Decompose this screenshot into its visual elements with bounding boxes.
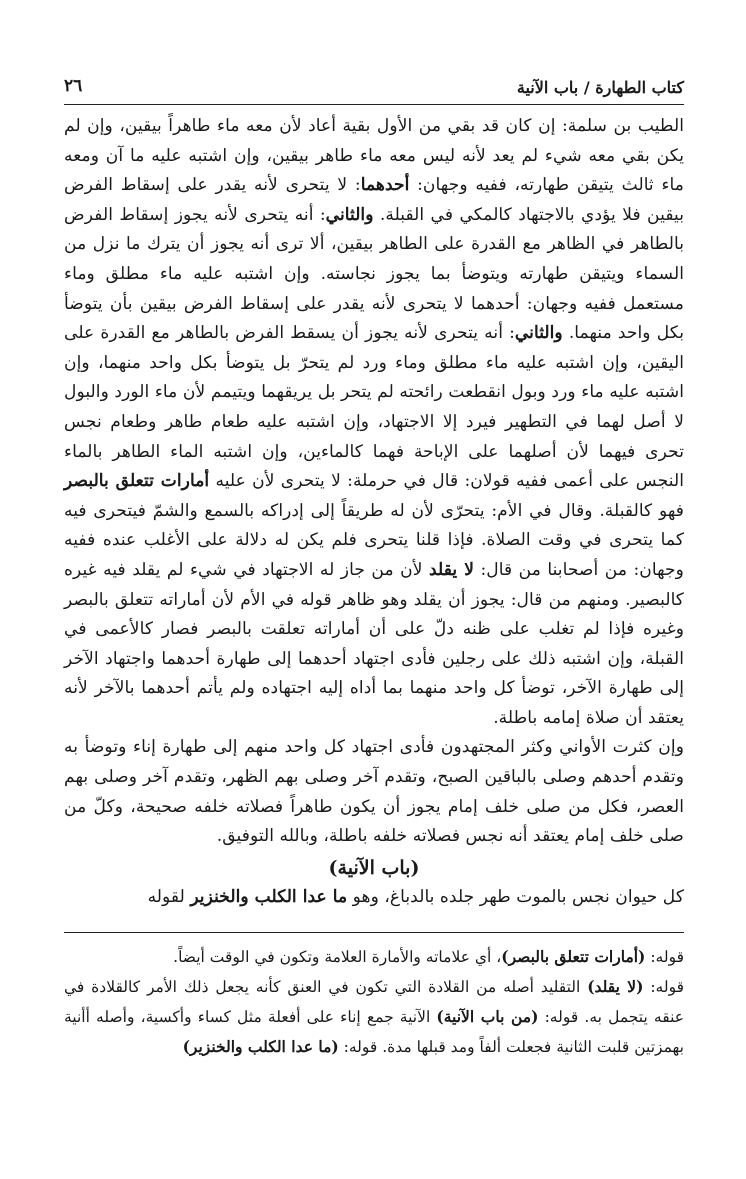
running-title: كتاب الطهارة / باب الآنية xyxy=(516,78,684,97)
header-divider xyxy=(64,104,684,105)
main-text xyxy=(64,112,684,913)
bold-term: أمارات تتعلق بالبصر xyxy=(64,471,210,492)
footnote-divider xyxy=(64,932,684,933)
bold-term: (من باب الآنية) xyxy=(436,1007,539,1026)
bold-term: ما عدا الكلب والخنزير xyxy=(190,887,348,908)
bold-term: (ما عدا الكلب والخنزير) xyxy=(182,1037,339,1056)
bold-term: والثاني xyxy=(514,323,563,344)
bold-term: (أمارات تتعلق بالبصر) xyxy=(501,947,646,966)
body-paragraph: الطيب بن سلمة: إن كان قد بقي من الأول بقية أعاد لأن معه ماء طاهراً بيقين، وإن لم يكن بقي معه شيء لم يعد لأنه ليس معه ماء طاهر بيقين، وإن اشتبه عليه ما آن ومعه ماء ثالث يتيقن طهارته، ففيه وجهان: أحدهما: لا يتحرى لأنه يقدر على إسقاط الفرض بيقين فلا يؤدي بالاجتهاد كالمكي في القبلة. والثاني: أنه يتحرى لأنه يجوز إسقاط الفرض بالطاهر في الظاهر مع القدرة على الطاهر بيقين، ألا ترى أنه يجوز أن يترك ما نزل من السماء ويتيقن طهارته ويتوضأ بما يجوز نجاسته. وإن اشتبه عليه ماء مطلق وماء مستعمل ففيه وجهان: أحدهما لا يتحرى لأنه يقدر على إسقاط الفرض بيقين بأن يتوضأ بكل واحد منهما. والثاني: أنه يتحرى لأنه يجوز أن يسقط الفرض بالطاهر مع القدرة على اليقين، وإن اشتبه عليه ماء مطلق وماء ورد لم يتحرّ بل يتوضأ بكل واحد منهما، وإن اشتبه عليه ماء ورد وبول انقطعت رائحته لم يتحر بل يريقهما ويتيمم لأن ماء الورد والبول لا أصل لهما في التطهير فيرد إلا الاجتهاد، وإن اشتبه عليه طعام طاهر وطعام نجس تحرى فيهما لأن أصلهما على الإباحة فهما كالماءين، وإن اشتبه الماء الطاهر بالماء النجس على أعمى ففيه قولان: قال في حرملة: لا يتحرى لأن عليه أمارات تتعلق بالبصر فهو كالقبلة. وقال في الأم: يتحرّى لأن له طريقاً إلى إدراكه بالسمع والشمّ فيتحرى فيه كما يتحرى في وقت الصلاة. فإذا قلنا يتحرى فلم يكن له دلالة على الأغلب عنده ففيه وجهان: من أصحابنا من قال: لا يقلد لأن من جاز له الاجتهاد في شيء لم يقلد فيه غيره كالبصير. ومنهم من قال: يجوز أن يقلد وهو ظاهر قوله في الأم لأن أماراته تتعلق بالبصر وغيره فإذا لم تغلب على ظنه دلّ على أن أماراته تعلقت بالبصر فصار كالأعمى في القبلة، وإن اشتبه ذلك على رجلين فأدى اجتهاد أحدهما إلى طهارة أحدهما واجتهاد الآخر إلى طهارة الآخر، توضأ كل واحد منهما بما أداه إليه اجتهاده ولم يأتم أحدهما بالآخر لأنه يعتقد أن صلاة إمامه باطلة. xyxy=(64,116,684,728)
section-heading: (باب الآنية) xyxy=(328,856,420,879)
bold-term: لا يقلد xyxy=(429,559,474,580)
bold-term: (لا يقلد) xyxy=(587,977,644,996)
footnote: قوله: (أمارات تتعلق بالبصر)، أي علاماته والأمارة العلامة وتكون في الوقت أيضاً. xyxy=(173,947,684,966)
page-header xyxy=(64,72,684,102)
body-paragraph: وإن كثرت الأواني وكثر المجتهدون فأدى اجتهاد كل واحد منهم إلى طهارة إناء وتوضأ به وتقدم أحدهم وصلى بالباقين الصبح، وتقدم آخر وصلى بهم الظهر، وتقدم آخر وصلى بهم العصر، فكل من صلى خلف إمام يجوز أن يكون طاهراً فصلاته خلفه صحيحة، وكلّ من صلى خلف إمام يعتقد أنه نجس فصلاته خلفه باطلة، وبالله التوفيق. xyxy=(64,737,684,847)
body-paragraph: كل حيوان نجس بالموت طهر جلده بالدباغ، وهو ما عدا الكلب والخنزير لقوله xyxy=(147,887,684,908)
bold-term: والثاني xyxy=(325,204,374,225)
footnotes xyxy=(64,942,684,1062)
page-number: ٢٦ xyxy=(64,76,83,96)
bold-term: أحدهما xyxy=(360,175,410,196)
footnote: قوله: (لا يقلد) التقليد أصله من القلادة التي تكون في العنق كأنه يجعل ذلك الأمر كالقلادة في عنقه يتجمل به. قوله: (من باب الآنية) الآنية جمع إناء على أفعلة مثل كساء وأكسية، وأصله أأنية بهمزتين قلبت الثانية فجعلت ألفاً ومد قبلها مدة. قوله: (ما عدا الكلب والخنزير) xyxy=(64,977,684,1056)
